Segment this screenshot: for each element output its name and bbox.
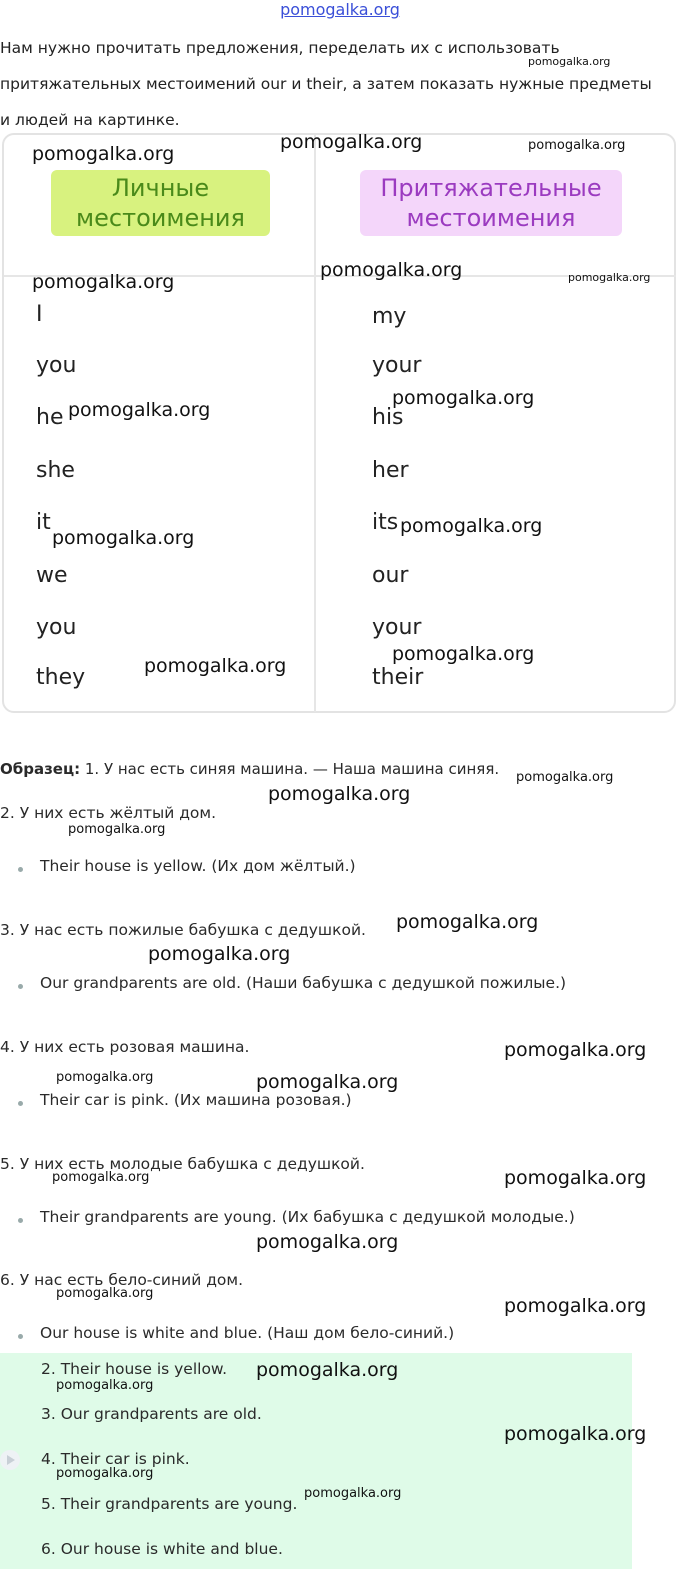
- answer-line: 3. Our grandparents are old.: [41, 1405, 262, 1423]
- personal-pronoun: she: [36, 458, 75, 483]
- bullet-icon: [18, 1218, 23, 1223]
- answer-line: 2. Their house is yellow.: [41, 1360, 228, 1378]
- watermark: pomogalka.org: [320, 259, 463, 281]
- watermark: pomogalka.org: [516, 770, 614, 785]
- watermark: pomogalka.org: [56, 1286, 154, 1301]
- watermark: pomogalka.org: [148, 943, 291, 965]
- watermark: pomogalka.org: [304, 1486, 402, 1501]
- example-line: [0, 760, 499, 778]
- bullet-icon: [18, 1334, 23, 1339]
- watermark: pomogalka.org: [392, 643, 535, 665]
- possessive-pronoun: their: [372, 665, 424, 690]
- task-question: 6. У нас есть бело-синий дом.: [0, 1271, 244, 1289]
- watermark: pomogalka.org: [392, 387, 535, 409]
- task-question: 3. У нас есть пожилые бабушка с дедушкой.: [0, 921, 366, 939]
- possessive-pronoun: your: [372, 353, 422, 378]
- bullet-icon: [18, 867, 23, 872]
- watermark: pomogalka.org: [528, 138, 626, 153]
- bullet-icon: [18, 1101, 23, 1106]
- watermark: pomogalka.org: [268, 783, 411, 805]
- bullet-icon: [18, 984, 23, 989]
- watermark: pomogalka.org: [256, 1071, 399, 1093]
- play-icon[interactable]: [0, 1450, 20, 1470]
- watermark: pomogalka.org: [400, 515, 543, 537]
- intro-line: Нам нужно прочитать предложения, переделать их с использовать: [0, 39, 560, 57]
- personal-pronoun: I: [36, 302, 43, 327]
- answer-line: 4. Their car is pink.: [41, 1450, 190, 1468]
- personal-pronoun: it: [36, 510, 51, 535]
- task-answer: Our grandparents are old. (Наши бабушка с дедушкой пожилые.): [40, 974, 567, 992]
- watermark: pomogalka.org: [144, 655, 287, 677]
- watermark: pomogalka.org: [504, 1039, 647, 1061]
- intro-paragraph: [0, 30, 676, 138]
- watermark: pomogalka.org: [56, 1070, 154, 1085]
- possessive-pronoun: my: [372, 304, 407, 329]
- watermark: pomogalka.org: [504, 1423, 647, 1445]
- possessive-pronoun: her: [372, 458, 409, 483]
- watermark: pomogalka.org: [32, 143, 175, 165]
- task-question: 2. У них есть жёлтый дом.: [0, 804, 217, 822]
- watermark: pomogalka.org: [528, 55, 611, 68]
- task-question: 5. У них есть молодые бабушка с дедушкой.: [0, 1155, 365, 1173]
- example-label: Образец:: [0, 760, 81, 778]
- task-answer: Our house is white and blue. (Наш дом бело-синий.): [40, 1324, 455, 1342]
- watermark: pomogalka.org: [504, 1167, 647, 1189]
- intro-line: и людей на картинке.: [0, 111, 180, 129]
- personal-pronoun: we: [36, 563, 68, 588]
- watermark: pomogalka.org: [68, 822, 166, 837]
- possessive-pronoun: his: [372, 405, 404, 430]
- example-text: 1. У нас есть синяя машина. — Наша машина синяя.: [80, 760, 500, 778]
- watermark: pomogalka.org: [256, 1359, 399, 1381]
- answer-line: 6. Our house is white and blue.: [41, 1540, 283, 1558]
- watermark: pomogalka.org: [568, 271, 651, 284]
- personal-pronoun: you: [36, 353, 77, 378]
- intro-line: притяжательных местоимений our и their, а затем показать нужные предметы: [0, 75, 652, 93]
- watermark: pomogalka.org: [56, 1378, 154, 1393]
- watermark: pomogalka.org: [52, 527, 195, 549]
- watermark: pomogalka.org: [280, 131, 423, 153]
- personal-pronoun: he: [36, 405, 64, 430]
- possessive-pronoun: our: [372, 563, 409, 588]
- site-link[interactable]: pomogalka.org: [280, 0, 400, 19]
- watermark: pomogalka.org: [68, 399, 211, 421]
- watermark: pomogalka.org: [52, 1170, 150, 1185]
- personal-pronoun: they: [36, 665, 86, 690]
- task-question: 4. У них есть розовая машина.: [0, 1038, 250, 1056]
- task-answer: Their grandparents are young. (Их бабушка с дедушкой молодые.): [40, 1208, 575, 1226]
- watermark: pomogalka.org: [56, 1466, 154, 1481]
- watermark: pomogalka.org: [32, 271, 175, 293]
- task-answer: Their house is yellow. (Их дом жёлтый.): [40, 857, 356, 875]
- answer-line: 5. Their grandparents are young.: [41, 1495, 298, 1513]
- watermark: pomogalka.org: [256, 1231, 399, 1253]
- task-answer: Their car is pink. (Их машина розовая.): [40, 1091, 352, 1109]
- watermark: pomogalka.org: [504, 1295, 647, 1317]
- table-column-divider: [314, 135, 316, 712]
- header-personal-pronouns: Личные местоимения: [51, 170, 270, 236]
- watermark: pomogalka.org: [396, 911, 539, 933]
- header-possessive-pronouns: Притяжательные местоимения: [360, 170, 622, 236]
- possessive-pronoun: your: [372, 615, 422, 640]
- personal-pronoun: you: [36, 615, 77, 640]
- possessive-pronoun: its: [372, 510, 399, 535]
